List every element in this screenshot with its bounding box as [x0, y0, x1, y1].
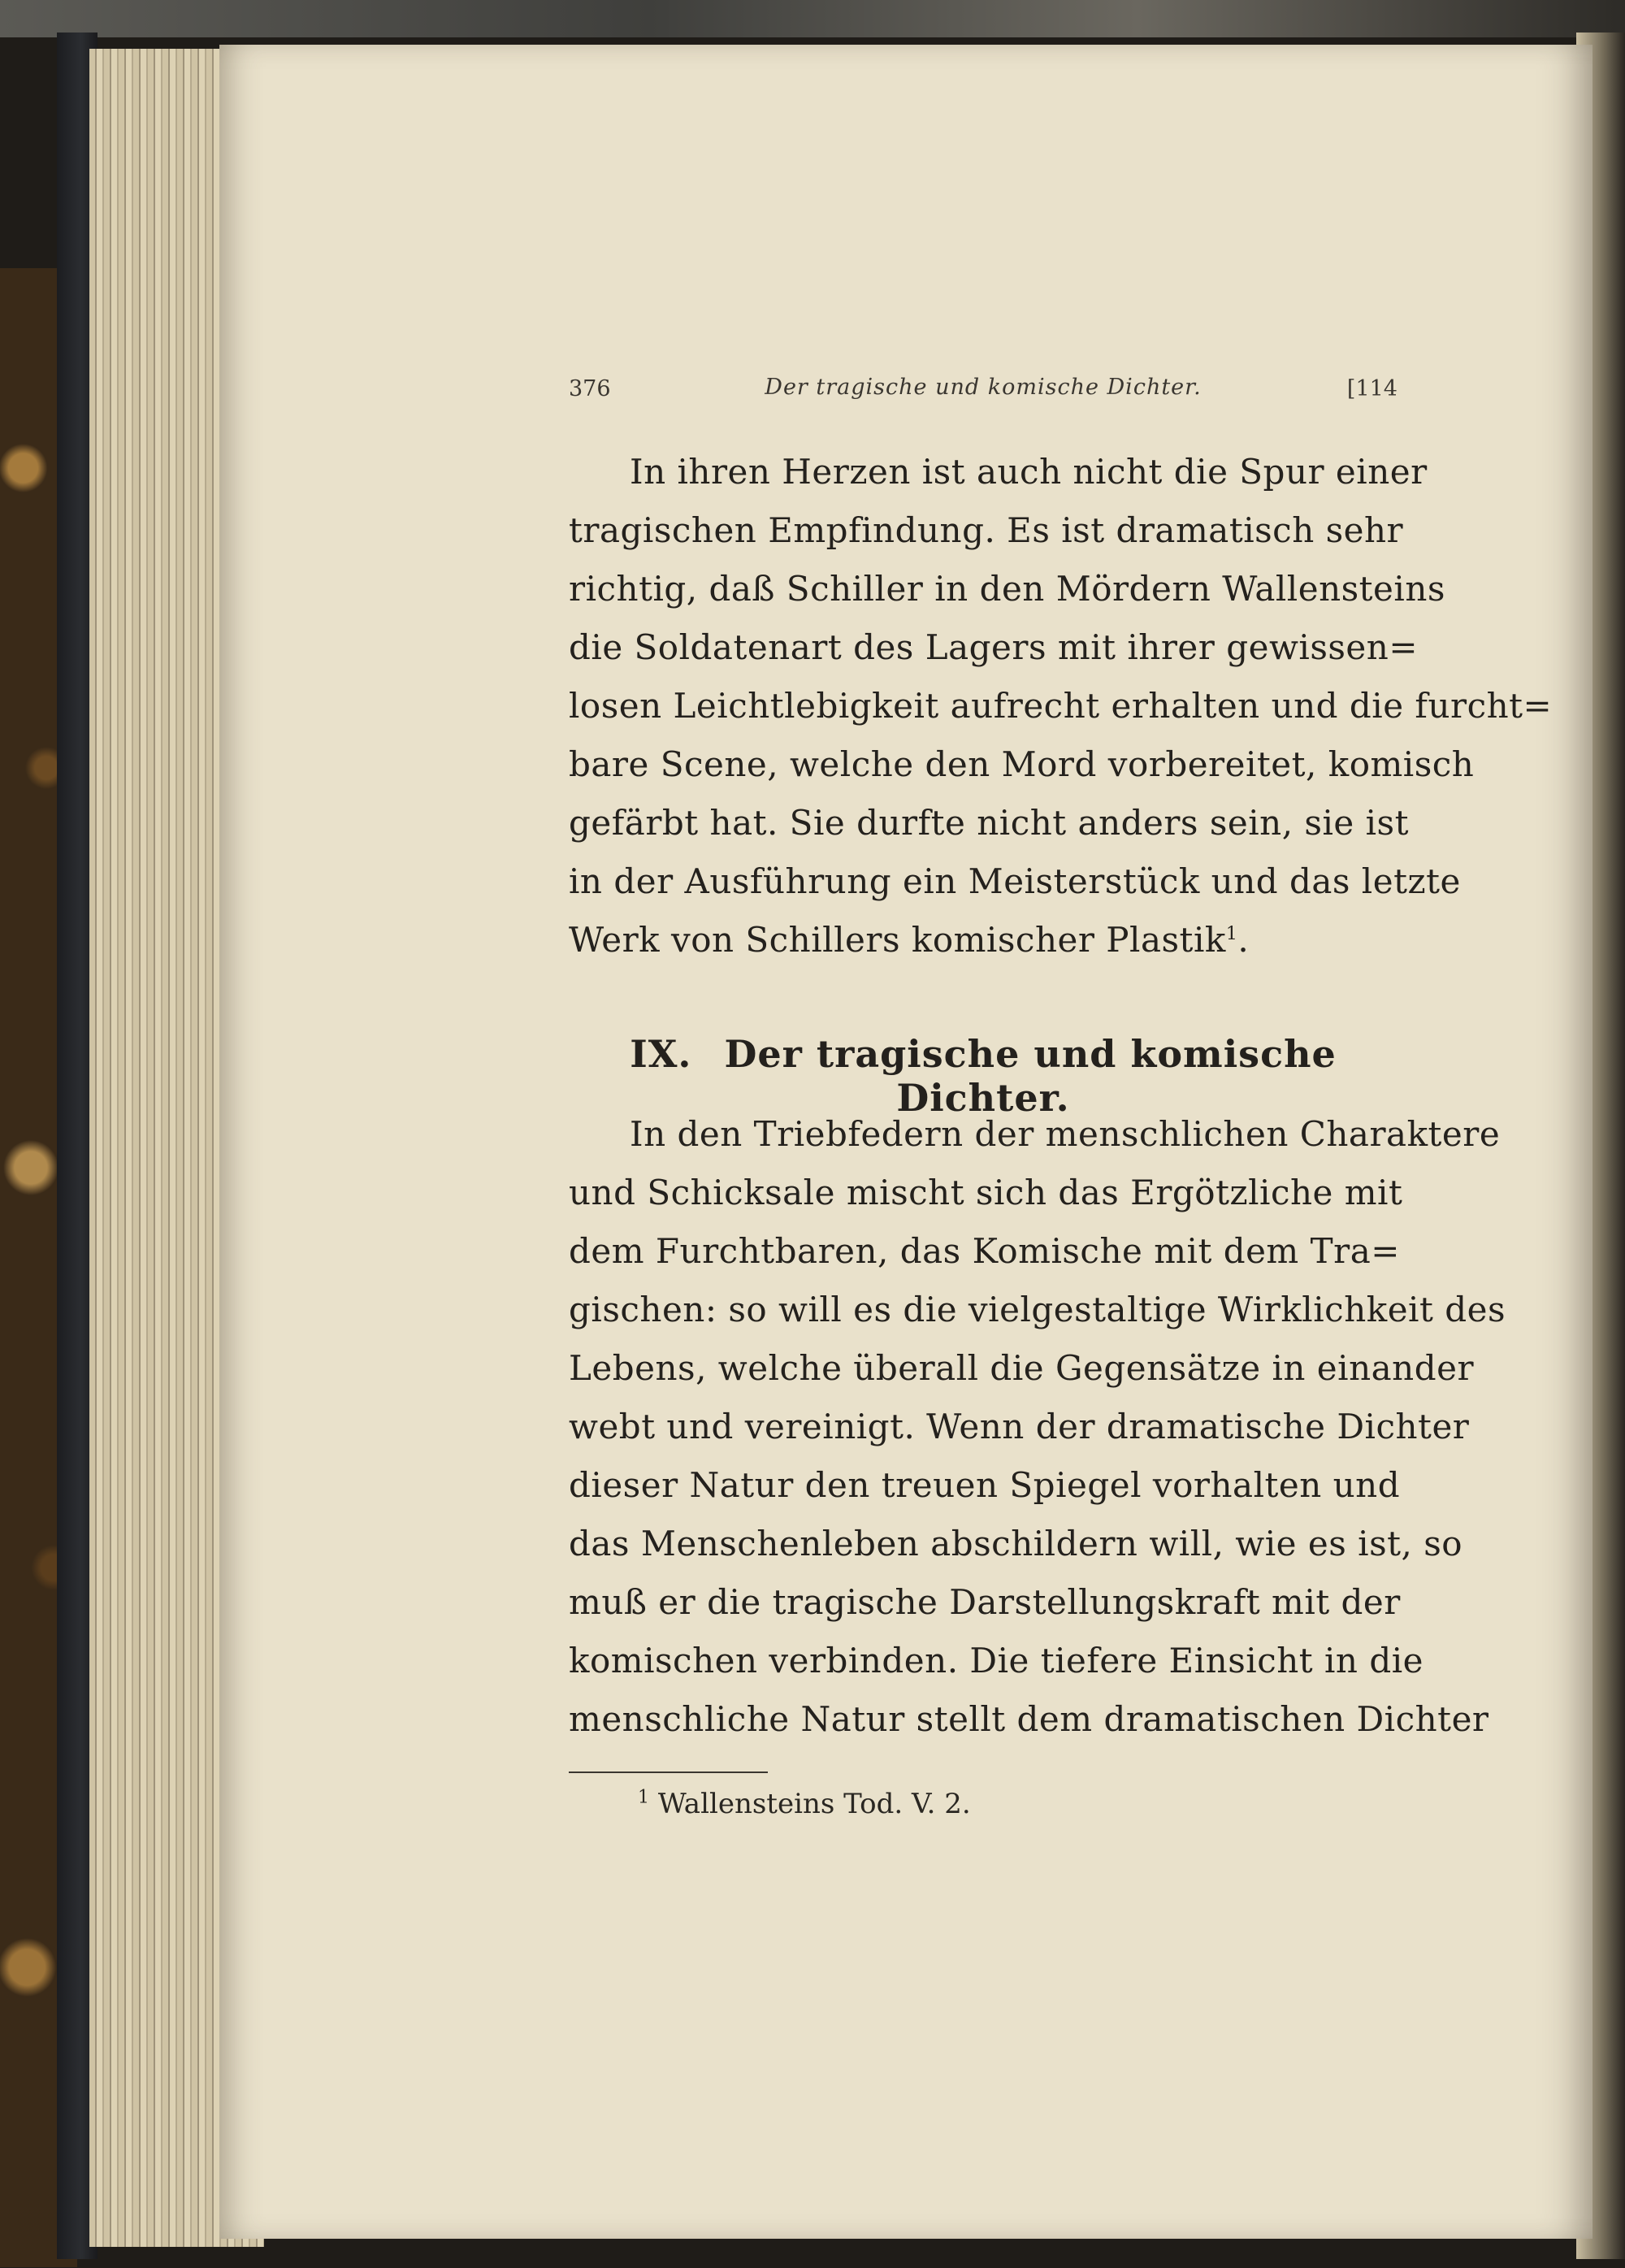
text-line: gefärbt hat. Sie durfte nicht anders sein, sie ist [569, 803, 1409, 843]
text-line: und Schicksale mischt sich das Ergötzliche mit [569, 1173, 1403, 1212]
signature-mark: [114 [1346, 376, 1398, 401]
text-line: muß er die tragische Darstellungskraft mit der [569, 1582, 1401, 1622]
page-header [569, 370, 1398, 410]
footnote-reference: 1 [1225, 924, 1238, 944]
text-line: losen Leichtlebigkeit aufrecht erhalten und die furcht= [569, 686, 1553, 726]
section-number: IX. [630, 1032, 692, 1076]
text-line-content: Werk von Schillers komischer Plastik [569, 920, 1226, 960]
text-line: webt und vereinigt. Wenn der dramatische Dichter [569, 1407, 1470, 1446]
sentence-end: . [1237, 920, 1250, 960]
text-line: richtig, daß Schiller in den Mördern Wallensteins [569, 569, 1445, 609]
footnote-text: Wallensteins Tod. V. 2. [657, 1788, 971, 1820]
text-line: gischen: so will es die vielgestaltige Wirklichkeit des [569, 1290, 1506, 1329]
paragraph-1 [569, 443, 1553, 969]
text-line: In ihren Herzen ist auch nicht die Spur einer [630, 452, 1428, 492]
page-number: 376 [569, 376, 611, 401]
footnote-rule [569, 1771, 768, 1773]
text-line: die Soldatenart des Lagers mit ihrer gewissen= [569, 627, 1419, 667]
text-line: dieser Natur den treuen Spiegel vorhalten und [569, 1465, 1401, 1505]
top-edge-band [0, 0, 1625, 37]
text-line: In den Triebfedern der menschlichen Charaktere [630, 1114, 1501, 1154]
text-line: menschliche Natur stellt dem dramatischen Dichter [569, 1699, 1489, 1739]
text-line: bare Scene, welche den Mord vorbereitet, komisch [569, 744, 1475, 784]
text-line: komischen verbinden. Die tiefere Einsicht in die [569, 1641, 1424, 1680]
footnote-marker: 1 [638, 1787, 649, 1808]
text-line: dem Furchtbaren, das Komische mit dem Tra= [569, 1231, 1400, 1271]
text-line: das Menschenleben abschildern will, wie es ist, so [569, 1524, 1463, 1563]
text-line-last [569, 911, 1398, 969]
text-line: Lebens, welche überall die Gegensätze in einander [569, 1348, 1475, 1388]
footnote [638, 1788, 971, 1820]
section-title: Der tragische und komische Dichter. [724, 1032, 1337, 1120]
paragraph-2 [569, 1105, 1506, 1749]
text-line: tragischen Empfindung. Es ist dramatisch sehr [569, 510, 1404, 550]
text-line: in der Ausführung ein Meisterstück und das letzte [569, 861, 1461, 901]
running-title: Der tragische und komische Dichter. [765, 375, 1202, 400]
